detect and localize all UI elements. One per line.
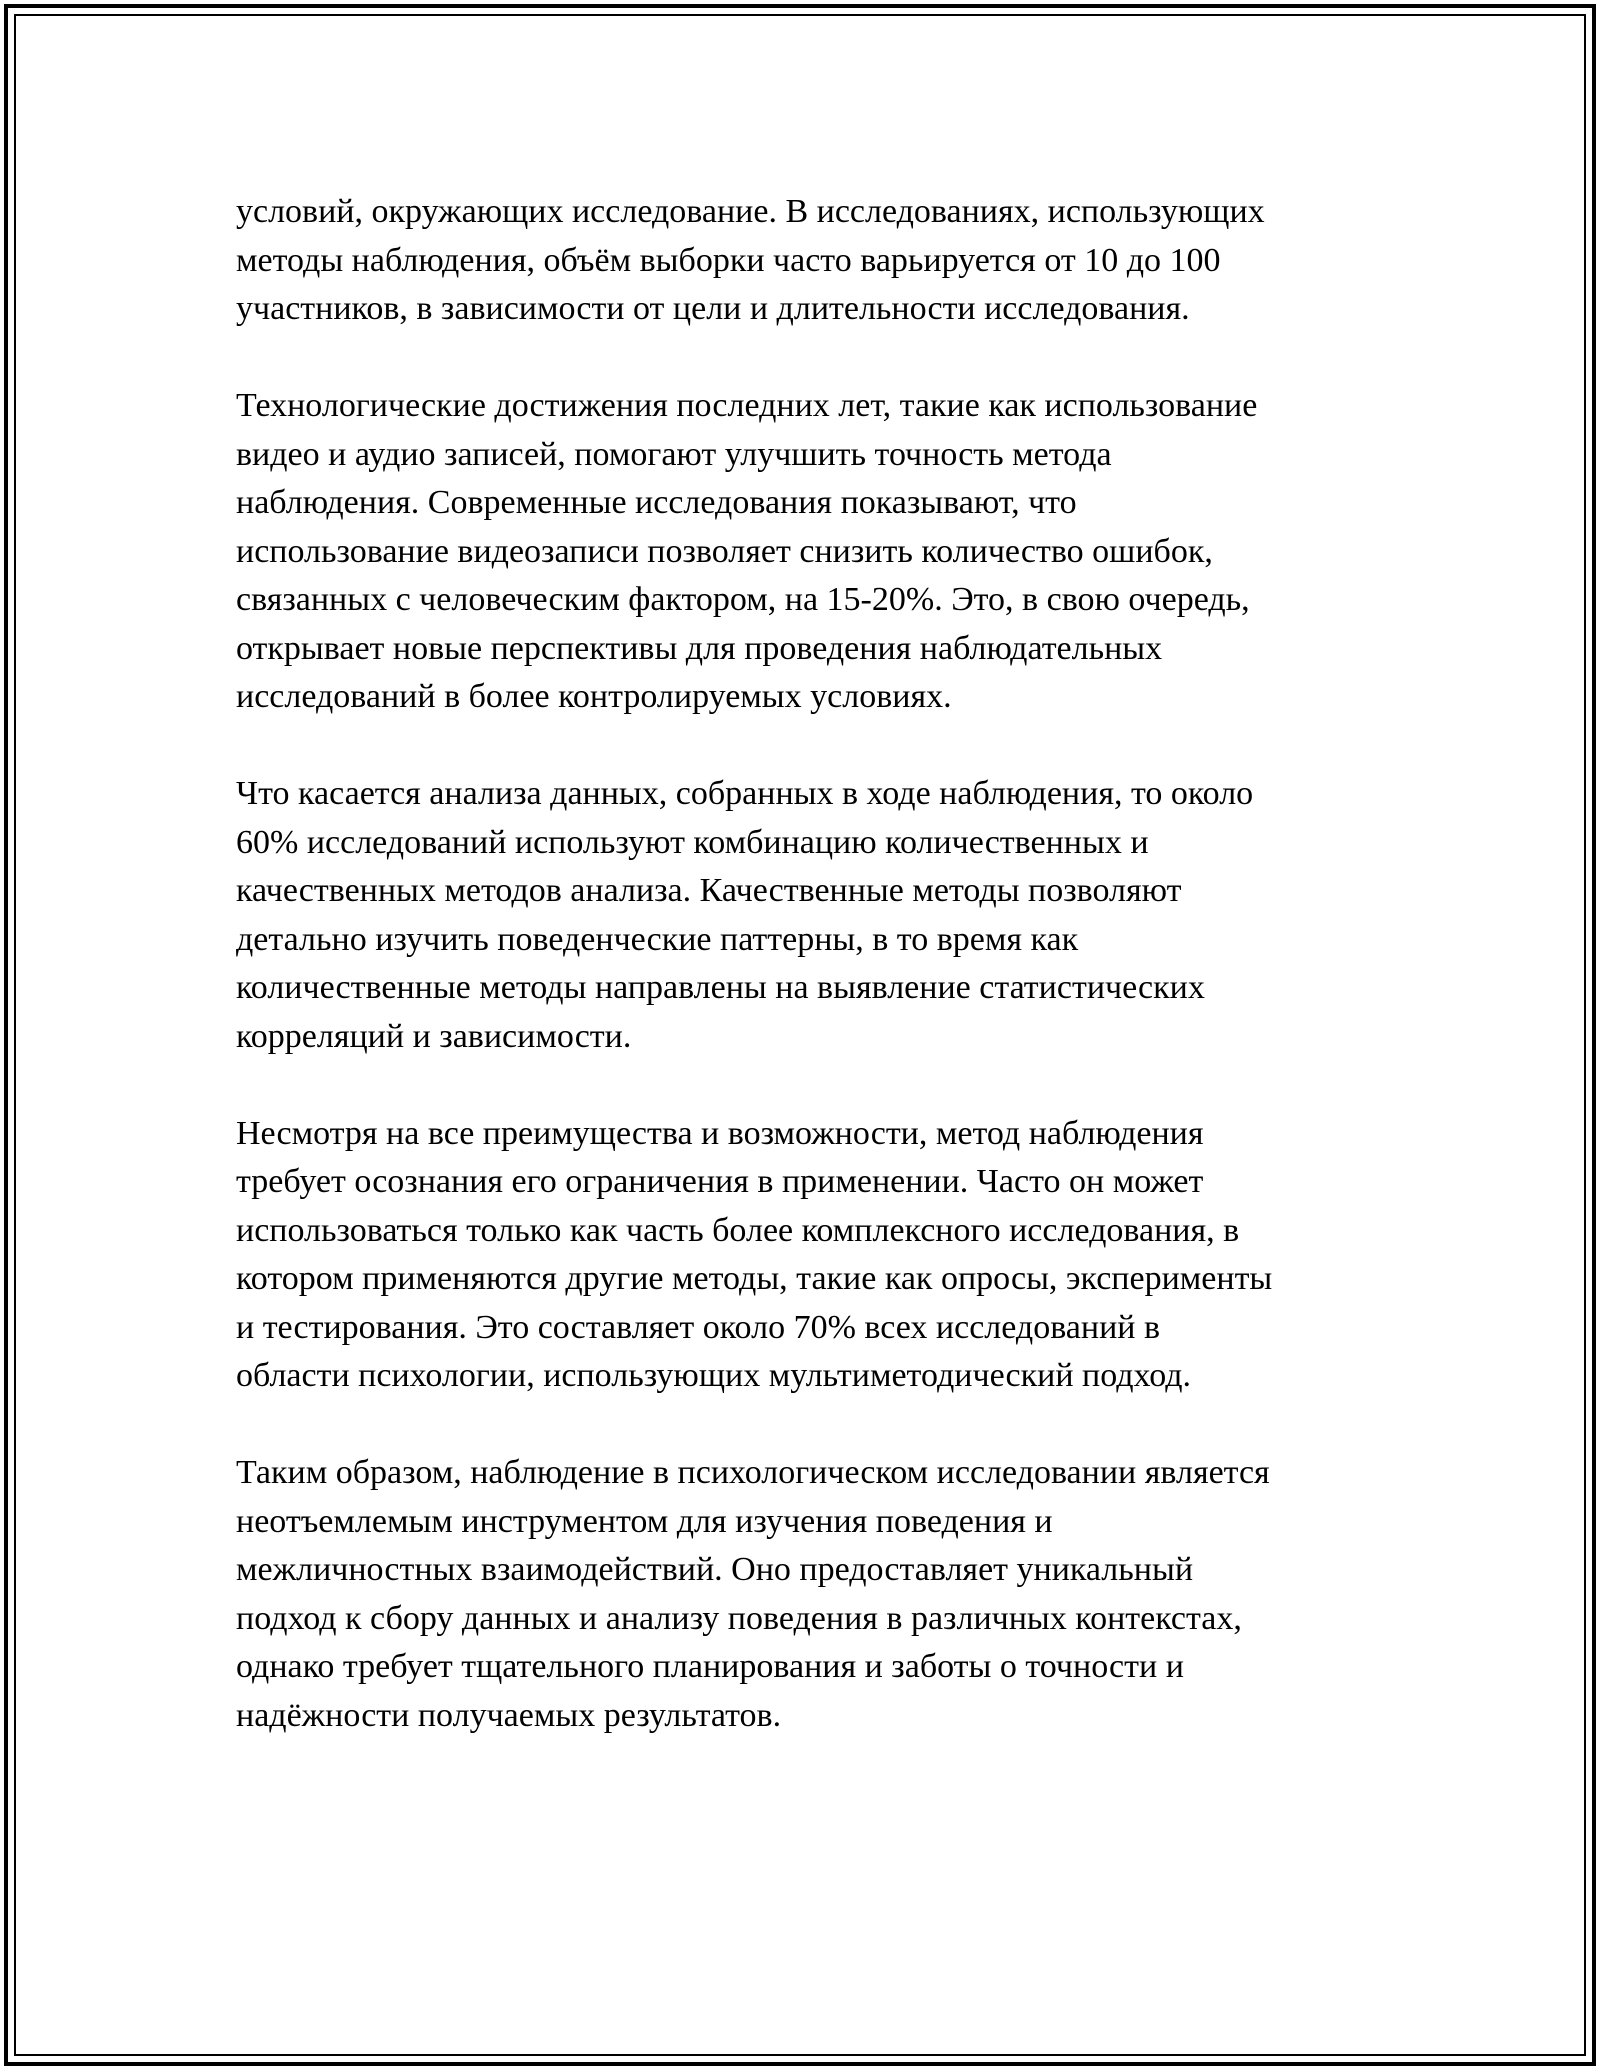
text-line: требует осознания его ограничения в применении. Часто он может (236, 1163, 1204, 1200)
paragraph-5 (236, 1449, 1386, 1740)
document-body (236, 188, 1386, 1740)
text-line: однако требует тщательного планирования и заботы о точности и (236, 1648, 1184, 1685)
text-line: использование видеозаписи позволяет снизить количество ошибок, (236, 532, 1213, 570)
text-line: исследований в более контролируемых условиях. (236, 678, 952, 715)
text-line: методы наблюдения, объём выборки часто варьируется от 10 до 100 (236, 241, 1221, 279)
paragraph-spacer (236, 722, 1386, 771)
text-line: наблюдения. Современные исследования показывают, что (236, 484, 1077, 521)
text-line: детально изучить поведенческие паттерны, в то время как (236, 920, 1079, 958)
text-line: Технологические достижения последних лет, такие как использование (236, 387, 1258, 424)
paragraph-spacer (236, 1401, 1386, 1450)
text-line: и тестирования. Это составляет около 70% всех исследований в (236, 1308, 1161, 1346)
paragraph-1 (236, 188, 1386, 334)
text-line: количественные методы направлены на выявление статистических (236, 969, 1205, 1006)
paragraph-spacer (236, 334, 1386, 383)
text-line: условий, окружающих исследование. В исследованиях, использующих (236, 193, 1265, 230)
paragraph-2 (236, 382, 1386, 722)
text-line: неотъемлемым инструментом для изучения поведения и (236, 1502, 1053, 1540)
text-line: корреляций и зависимости. (236, 1017, 632, 1055)
paragraph-4 (236, 1110, 1386, 1401)
text-line: Таким образом, наблюдение в психологическом исследовании является (236, 1454, 1270, 1491)
text-line: межличностных взаимодействий. Оно предоставляет уникальный (236, 1551, 1194, 1588)
text-line: качественных методов анализа. Качественные методы позволяют (236, 872, 1182, 909)
text-line: использоваться только как часть более комплексного исследования, в (236, 1211, 1240, 1249)
text-line: связанных с человеческим фактором, на 15-20%. Это, в свою очередь, (236, 581, 1250, 618)
text-line: 60% исследований используют комбинацию количественных и (236, 823, 1149, 861)
text-line: надёжности получаемых результатов. (236, 1696, 782, 1734)
text-line: области психологии, использующих мультиметодический подход. (236, 1357, 1192, 1394)
paragraph-3 (236, 770, 1386, 1061)
text-line: открывает новые перспективы для проведения наблюдательных (236, 629, 1163, 667)
text-line: котором применяются другие методы, такие как опросы, эксперименты (236, 1260, 1273, 1297)
text-line: видео и аудио записей, помогают улучшить точность метода (236, 435, 1112, 473)
text-line: Несмотря на все преимущества и возможности, метод наблюдения (236, 1114, 1204, 1152)
text-line: участников, в зависимости от цели и длительности исследования. (236, 290, 1190, 327)
text-line: Что касается анализа данных, собранных в ходе наблюдения, то около (236, 775, 1254, 812)
paragraph-spacer (236, 1061, 1386, 1110)
text-line: подход к сбору данных и анализу поведения в различных контекстах, (236, 1599, 1242, 1637)
